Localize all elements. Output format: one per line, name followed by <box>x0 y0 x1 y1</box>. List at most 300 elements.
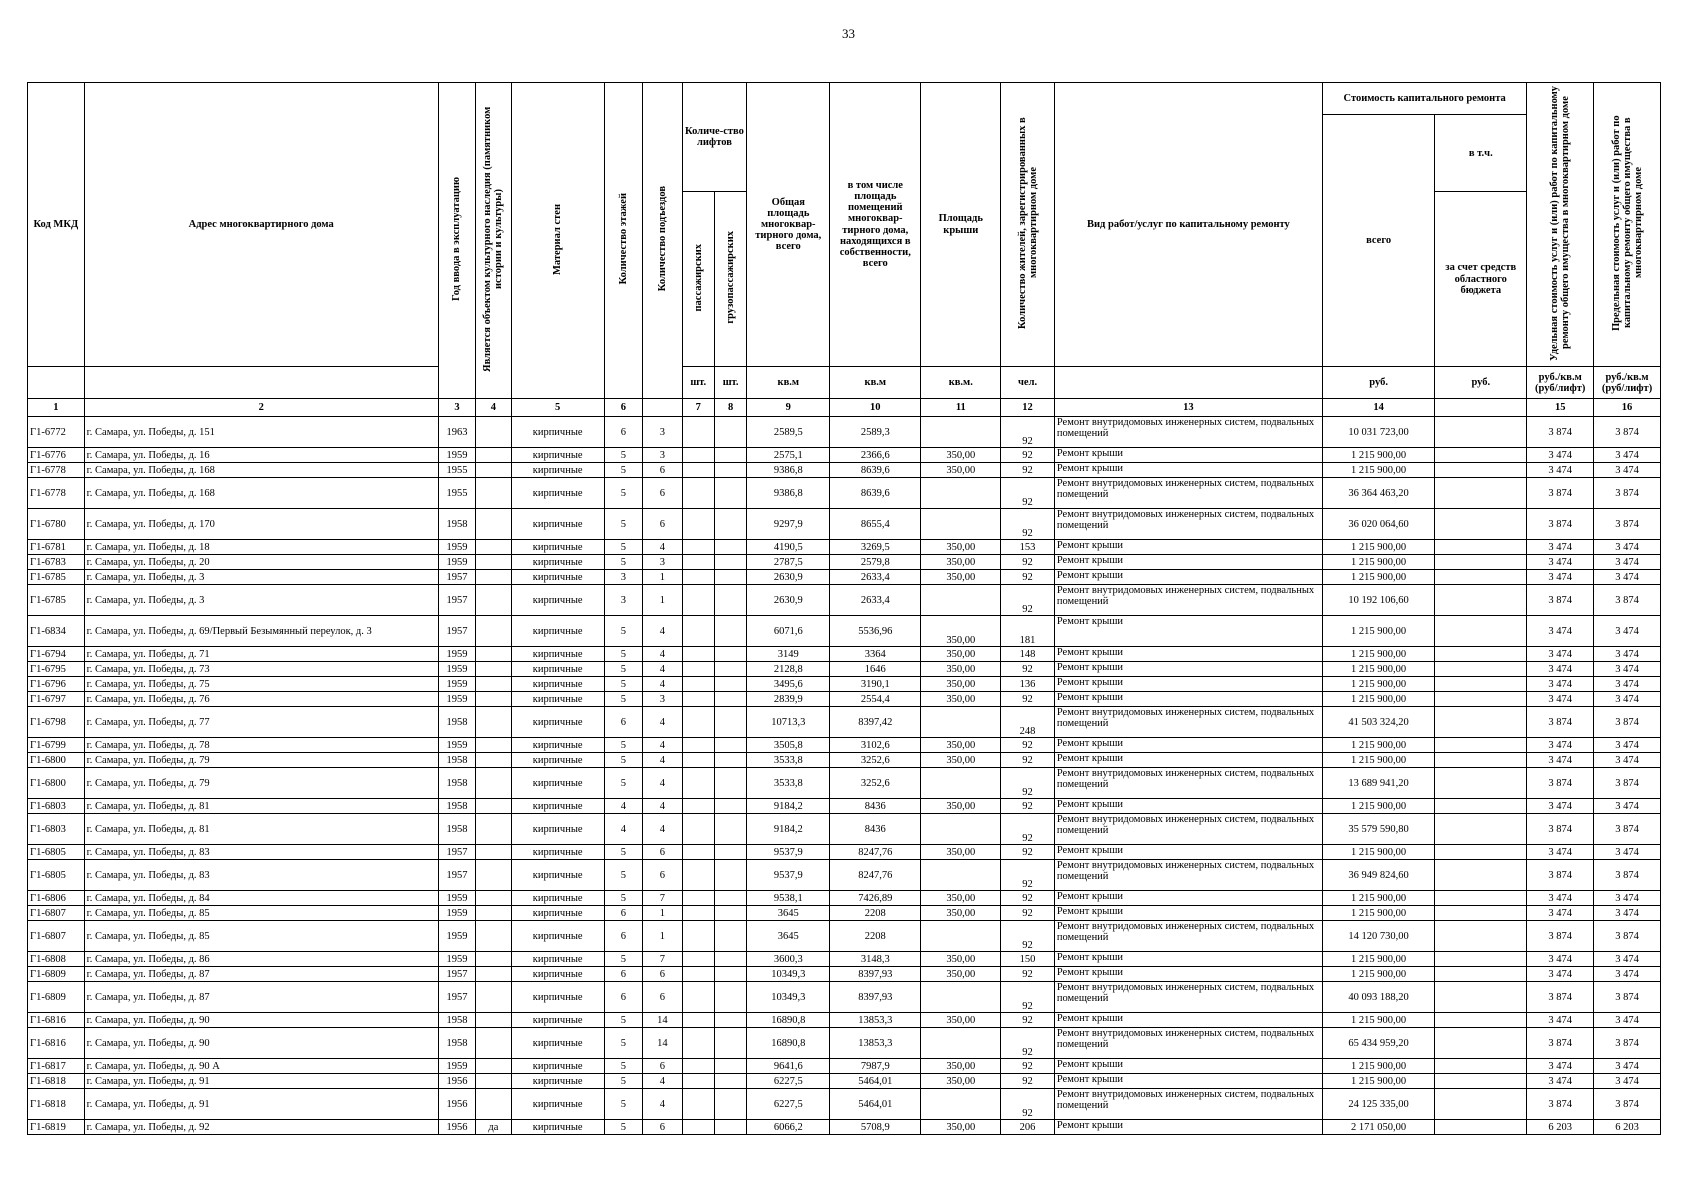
total-area-cell: 3149 <box>747 647 830 662</box>
year-cell: 1958 <box>438 509 475 540</box>
total-area-cell: 3533,8 <box>747 753 830 768</box>
limit-cost-cell: 3 474 <box>1594 448 1661 463</box>
work-type-cell: Ремонт крыши <box>1054 1013 1322 1028</box>
code-cell: Г1-6778 <box>28 463 85 478</box>
residents-cell: 248 <box>1001 707 1055 738</box>
residents-cell: 92 <box>1001 814 1055 845</box>
entrances-cell: 6 <box>643 860 682 891</box>
work-type-cell: Ремонт крыши <box>1054 845 1322 860</box>
unit-cost-cell: 3 474 <box>1527 891 1594 906</box>
column-number <box>1435 399 1527 417</box>
year-cell: 1959 <box>438 540 475 555</box>
cost-total-cell: 14 120 730,00 <box>1322 921 1434 952</box>
roof-area-cell: 350,00 <box>921 1120 1001 1135</box>
wall-material-cell: кирпичные <box>511 1120 604 1135</box>
code-cell: Г1-6780 <box>28 509 85 540</box>
address-cell: г. Самара, ул. Победы, д. 18 <box>84 540 438 555</box>
work-type-cell: Ремонт внутридомовых инженерных систем, подвальных помещений <box>1054 585 1322 616</box>
unit-cost-cell: 3 474 <box>1527 692 1594 707</box>
address-cell: г. Самара, ул. Победы, д. 78 <box>84 738 438 753</box>
wall-material-cell: кирпичные <box>511 860 604 891</box>
lifts-cargo-cell <box>714 1013 746 1028</box>
limit-cost-cell: 3 474 <box>1594 952 1661 967</box>
heritage-cell: да <box>476 1120 511 1135</box>
cost-regional-cell <box>1435 540 1527 555</box>
address-cell: г. Самара, ул. Победы, д. 73 <box>84 662 438 677</box>
owned-area-cell: 8397,93 <box>830 982 921 1013</box>
code-cell: Г1-6778 <box>28 478 85 509</box>
heritage-cell <box>476 417 511 448</box>
header-total-area: Общая площадь многоквар-тирного дома, всего <box>747 83 830 367</box>
code-cell: Г1-6798 <box>28 707 85 738</box>
entrances-cell: 4 <box>643 647 682 662</box>
code-cell: Г1-6818 <box>28 1074 85 1089</box>
floors-cell: 5 <box>604 478 642 509</box>
lifts-cargo-cell <box>714 585 746 616</box>
work-type-cell: Ремонт крыши <box>1054 1120 1322 1135</box>
table-row <box>28 845 1661 860</box>
residents-cell: 206 <box>1001 1120 1055 1135</box>
wall-material-cell: кирпичные <box>511 768 604 799</box>
entrances-cell: 4 <box>643 814 682 845</box>
lifts-passenger-cell <box>682 707 714 738</box>
owned-area-cell: 2579,8 <box>830 555 921 570</box>
year-cell: 1955 <box>438 478 475 509</box>
code-cell: Г1-6803 <box>28 814 85 845</box>
roof-area-cell: 350,00 <box>921 463 1001 478</box>
roof-area-cell <box>921 982 1001 1013</box>
cost-regional-cell <box>1435 585 1527 616</box>
entrances-cell: 4 <box>643 616 682 647</box>
year-cell: 1959 <box>438 448 475 463</box>
total-area-cell: 9386,8 <box>747 463 830 478</box>
table-row <box>28 463 1661 478</box>
year-cell: 1957 <box>438 845 475 860</box>
work-type-cell: Ремонт крыши <box>1054 463 1322 478</box>
address-cell: г. Самара, ул. Победы, д. 86 <box>84 952 438 967</box>
lifts-passenger-cell <box>682 906 714 921</box>
wall-material-cell: кирпичные <box>511 1028 604 1059</box>
cost-regional-cell <box>1435 707 1527 738</box>
table-row <box>28 509 1661 540</box>
floors-cell: 5 <box>604 1028 642 1059</box>
unit-cost-cell: 3 474 <box>1527 448 1594 463</box>
limit-cost-cell: 3 874 <box>1594 982 1661 1013</box>
limit-cost-cell: 3 474 <box>1594 555 1661 570</box>
lifts-passenger-cell <box>682 814 714 845</box>
residents-cell: 92 <box>1001 662 1055 677</box>
table-row <box>28 570 1661 585</box>
heritage-cell <box>476 952 511 967</box>
address-cell: г. Самара, ул. Победы, д. 75 <box>84 677 438 692</box>
entrances-cell: 3 <box>643 417 682 448</box>
unit-cost-cell: 3 874 <box>1527 509 1594 540</box>
cost-total-cell: 40 093 188,20 <box>1322 982 1434 1013</box>
column-number: 10 <box>830 399 921 417</box>
owned-area-cell: 3102,6 <box>830 738 921 753</box>
column-number: 15 <box>1527 399 1594 417</box>
residents-cell: 92 <box>1001 570 1055 585</box>
code-cell: Г1-6816 <box>28 1028 85 1059</box>
owned-area-cell: 5536,96 <box>830 616 921 647</box>
residents-cell: 92 <box>1001 891 1055 906</box>
limit-cost-cell: 3 474 <box>1594 845 1661 860</box>
lifts-passenger-cell <box>682 799 714 814</box>
total-area-cell: 2839,9 <box>747 692 830 707</box>
cost-total-cell: 35 579 590,80 <box>1322 814 1434 845</box>
owned-area-cell: 8655,4 <box>830 509 921 540</box>
lifts-cargo-cell <box>714 1120 746 1135</box>
lifts-cargo-cell <box>714 982 746 1013</box>
roof-area-cell: 350,00 <box>921 906 1001 921</box>
lifts-cargo-cell <box>714 677 746 692</box>
header-residents-text: Количество жителей, зарегистрированных в многоквартирном доме <box>1016 117 1039 329</box>
roof-area-cell: 350,00 <box>921 967 1001 982</box>
lifts-cargo-cell <box>714 707 746 738</box>
limit-cost-cell: 3 474 <box>1594 799 1661 814</box>
total-area-cell: 16890,8 <box>747 1013 830 1028</box>
lifts-passenger-cell <box>682 662 714 677</box>
column-number: 5 <box>511 399 604 417</box>
heritage-cell <box>476 448 511 463</box>
cost-total-cell: 36 364 463,20 <box>1322 478 1434 509</box>
total-area-cell: 10349,3 <box>747 967 830 982</box>
cost-regional-cell <box>1435 860 1527 891</box>
code-cell: Г1-6796 <box>28 677 85 692</box>
owned-area-cell: 2208 <box>830 906 921 921</box>
code-cell: Г1-6776 <box>28 448 85 463</box>
total-area-cell: 6227,5 <box>747 1089 830 1120</box>
unit-unit-cost: руб./кв.м (руб/лифт) <box>1527 367 1594 399</box>
cost-total-cell: 1 215 900,00 <box>1322 448 1434 463</box>
column-number: 12 <box>1001 399 1055 417</box>
wall-material-cell: кирпичные <box>511 1074 604 1089</box>
header-entrances <box>643 83 682 399</box>
owned-area-cell: 7987,9 <box>830 1059 921 1074</box>
lifts-passenger-cell <box>682 1120 714 1135</box>
roof-area-cell: 350,00 <box>921 448 1001 463</box>
address-cell: г. Самара, ул. Победы, д. 77 <box>84 707 438 738</box>
owned-area-cell: 3252,6 <box>830 753 921 768</box>
floors-cell: 5 <box>604 555 642 570</box>
total-area-cell: 9386,8 <box>747 478 830 509</box>
lifts-cargo-cell <box>714 845 746 860</box>
limit-cost-cell: 3 874 <box>1594 478 1661 509</box>
heritage-cell <box>476 585 511 616</box>
heritage-cell <box>476 753 511 768</box>
wall-material-cell: кирпичные <box>511 647 604 662</box>
lifts-cargo-cell <box>714 753 746 768</box>
lifts-passenger-cell <box>682 738 714 753</box>
cost-regional-cell <box>1435 692 1527 707</box>
heritage-cell <box>476 1074 511 1089</box>
residents-cell: 92 <box>1001 478 1055 509</box>
unit-cost-cell: 3 874 <box>1527 921 1594 952</box>
roof-area-cell: 350,00 <box>921 799 1001 814</box>
lifts-passenger-cell <box>682 616 714 647</box>
cost-regional-cell <box>1435 448 1527 463</box>
capital-repair-table <box>27 82 1661 1135</box>
cost-total-cell: 1 215 900,00 <box>1322 967 1434 982</box>
unit-total-area: кв.м <box>747 367 830 399</box>
total-area-cell: 2630,9 <box>747 570 830 585</box>
total-area-cell: 6071,6 <box>747 616 830 647</box>
lifts-passenger-cell <box>682 1013 714 1028</box>
header-entrances-text: Количество подъездов <box>656 186 668 292</box>
entrances-cell: 3 <box>643 448 682 463</box>
roof-area-cell <box>921 860 1001 891</box>
header-lifts: Количе-ство лифтов <box>682 83 747 192</box>
work-type-cell: Ремонт крыши <box>1054 570 1322 585</box>
residents-cell: 148 <box>1001 647 1055 662</box>
floors-cell: 5 <box>604 1089 642 1120</box>
entrances-cell: 7 <box>643 952 682 967</box>
unit-cost-cell: 3 474 <box>1527 952 1594 967</box>
address-cell: г. Самара, ул. Победы, д. 79 <box>84 753 438 768</box>
unit-cost-cell: 3 874 <box>1527 982 1594 1013</box>
roof-area-cell: 350,00 <box>921 540 1001 555</box>
lifts-passenger-cell <box>682 952 714 967</box>
floors-cell: 5 <box>604 952 642 967</box>
residents-cell: 92 <box>1001 753 1055 768</box>
table-row <box>28 952 1661 967</box>
table-row <box>28 692 1661 707</box>
floors-cell: 5 <box>604 647 642 662</box>
roof-area-cell: 350,00 <box>921 647 1001 662</box>
owned-area-cell: 3364 <box>830 647 921 662</box>
table-row <box>28 967 1661 982</box>
entrances-cell: 6 <box>643 1059 682 1074</box>
column-number: 6 <box>604 399 642 417</box>
lifts-cargo-cell <box>714 799 746 814</box>
address-cell: г. Самара, ул. Победы, д. 85 <box>84 921 438 952</box>
table-row <box>28 478 1661 509</box>
unit-cost-cell: 3 474 <box>1527 906 1594 921</box>
residents-cell: 92 <box>1001 906 1055 921</box>
year-cell: 1957 <box>438 585 475 616</box>
wall-material-cell: кирпичные <box>511 478 604 509</box>
lifts-passenger-cell <box>682 768 714 799</box>
owned-area-cell: 2633,4 <box>830 570 921 585</box>
cost-total-cell: 2 171 050,00 <box>1322 1120 1434 1135</box>
wall-material-cell: кирпичные <box>511 1013 604 1028</box>
year-cell: 1959 <box>438 906 475 921</box>
lifts-passenger-cell <box>682 677 714 692</box>
floors-cell: 5 <box>604 692 642 707</box>
floors-cell: 5 <box>604 768 642 799</box>
floors-cell: 5 <box>604 616 642 647</box>
floors-cell: 6 <box>604 417 642 448</box>
owned-area-cell: 3269,5 <box>830 540 921 555</box>
limit-cost-cell: 3 874 <box>1594 814 1661 845</box>
address-cell: г. Самара, ул. Победы, д. 84 <box>84 891 438 906</box>
lifts-cargo-cell <box>714 540 746 555</box>
total-area-cell: 9184,2 <box>747 814 830 845</box>
cost-regional-cell <box>1435 1089 1527 1120</box>
limit-cost-cell: 3 474 <box>1594 738 1661 753</box>
limit-cost-cell: 3 474 <box>1594 967 1661 982</box>
entrances-cell: 1 <box>643 906 682 921</box>
entrances-cell: 7 <box>643 891 682 906</box>
total-area-cell: 16890,8 <box>747 1028 830 1059</box>
lifts-cargo-cell <box>714 860 746 891</box>
unit-cost-cell: 3 474 <box>1527 1074 1594 1089</box>
header-lifts-cargo <box>714 192 746 367</box>
owned-area-cell: 8436 <box>830 799 921 814</box>
cost-total-cell: 1 215 900,00 <box>1322 570 1434 585</box>
floors-cell: 5 <box>604 448 642 463</box>
heritage-cell <box>476 982 511 1013</box>
cost-regional-cell <box>1435 1074 1527 1089</box>
wall-material-cell: кирпичные <box>511 463 604 478</box>
lifts-passenger-cell <box>682 463 714 478</box>
code-cell: Г1-6809 <box>28 982 85 1013</box>
code-cell: Г1-6834 <box>28 616 85 647</box>
heritage-cell <box>476 707 511 738</box>
limit-cost-cell: 3 874 <box>1594 585 1661 616</box>
cost-total-cell: 1 215 900,00 <box>1322 647 1434 662</box>
entrances-cell: 4 <box>643 799 682 814</box>
header-roof-area: Площадь крыши <box>921 83 1001 367</box>
roof-area-cell <box>921 585 1001 616</box>
year-cell: 1956 <box>438 1120 475 1135</box>
unit-empty <box>28 367 85 399</box>
lifts-cargo-cell <box>714 1089 746 1120</box>
lifts-passenger-cell <box>682 540 714 555</box>
limit-cost-cell: 3 474 <box>1594 1059 1661 1074</box>
heritage-cell <box>476 478 511 509</box>
header-unit-cost <box>1527 83 1594 367</box>
year-cell: 1956 <box>438 1074 475 1089</box>
year-cell: 1958 <box>438 814 475 845</box>
lifts-cargo-cell <box>714 417 746 448</box>
address-cell: г. Самара, ул. Победы, д. 83 <box>84 845 438 860</box>
residents-cell: 92 <box>1001 448 1055 463</box>
header-lifts-passenger <box>682 192 714 367</box>
entrances-cell: 4 <box>643 768 682 799</box>
unit-cost-cell: 3 474 <box>1527 647 1594 662</box>
table-row <box>28 585 1661 616</box>
lifts-passenger-cell <box>682 860 714 891</box>
cost-regional-cell <box>1435 906 1527 921</box>
entrances-cell: 1 <box>643 570 682 585</box>
table-row <box>28 982 1661 1013</box>
unit-roof-area: кв.м. <box>921 367 1001 399</box>
floors-cell: 3 <box>604 585 642 616</box>
residents-cell: 92 <box>1001 555 1055 570</box>
unit-cost-cell: 3 474 <box>1527 463 1594 478</box>
year-cell: 1958 <box>438 768 475 799</box>
residents-cell: 92 <box>1001 799 1055 814</box>
address-cell: г. Самара, ул. Победы, д. 71 <box>84 647 438 662</box>
unit-cost-cell: 3 474 <box>1527 616 1594 647</box>
work-type-cell: Ремонт крыши <box>1054 1074 1322 1089</box>
code-cell: Г1-6797 <box>28 692 85 707</box>
residents-cell: 92 <box>1001 738 1055 753</box>
heritage-cell <box>476 1089 511 1120</box>
work-type-cell: Ремонт внутридомовых инженерных систем, подвальных помещений <box>1054 982 1322 1013</box>
year-cell: 1959 <box>438 921 475 952</box>
header-owned-area: в том числе площадь помещений многоквар-тирного дома, находящихся в собственности, всего <box>830 83 921 367</box>
year-cell: 1959 <box>438 677 475 692</box>
table-row <box>28 738 1661 753</box>
cost-total-cell: 1 215 900,00 <box>1322 1013 1434 1028</box>
roof-area-cell <box>921 1089 1001 1120</box>
code-cell: Г1-6783 <box>28 555 85 570</box>
work-type-cell: Ремонт крыши <box>1054 448 1322 463</box>
cost-total-cell: 1 215 900,00 <box>1322 540 1434 555</box>
floors-cell: 6 <box>604 967 642 982</box>
address-cell: г. Самара, ул. Победы, д. 76 <box>84 692 438 707</box>
address-cell: г. Самара, ул. Победы, д. 79 <box>84 768 438 799</box>
table-row <box>28 448 1661 463</box>
owned-area-cell: 8639,6 <box>830 463 921 478</box>
limit-cost-cell: 3 874 <box>1594 860 1661 891</box>
entrances-cell: 4 <box>643 738 682 753</box>
lifts-cargo-cell <box>714 967 746 982</box>
table-row <box>28 768 1661 799</box>
residents-cell: 181 <box>1001 616 1055 647</box>
code-cell: Г1-6805 <box>28 845 85 860</box>
residents-cell: 92 <box>1001 967 1055 982</box>
work-type-cell: Ремонт внутридомовых инженерных систем, подвальных помещений <box>1054 1089 1322 1120</box>
table-row <box>28 891 1661 906</box>
floors-cell: 5 <box>604 540 642 555</box>
owned-area-cell: 5708,9 <box>830 1120 921 1135</box>
residents-cell: 92 <box>1001 1028 1055 1059</box>
floors-cell: 5 <box>604 753 642 768</box>
heritage-cell <box>476 509 511 540</box>
heritage-cell <box>476 814 511 845</box>
lifts-passenger-cell <box>682 1059 714 1074</box>
header-year-text: Год ввода в эксплуатацию <box>451 176 463 302</box>
cost-total-cell: 65 434 959,20 <box>1322 1028 1434 1059</box>
column-number: 11 <box>921 399 1001 417</box>
lifts-cargo-cell <box>714 952 746 967</box>
limit-cost-cell: 3 874 <box>1594 707 1661 738</box>
code-cell: Г1-6819 <box>28 1120 85 1135</box>
work-type-cell: Ремонт внутридомовых инженерных систем, подвальных помещений <box>1054 1028 1322 1059</box>
lifts-passenger-cell <box>682 845 714 860</box>
residents-cell: 92 <box>1001 1013 1055 1028</box>
entrances-cell: 6 <box>643 967 682 982</box>
lifts-passenger-cell <box>682 1028 714 1059</box>
code-cell: Г1-6795 <box>28 662 85 677</box>
residents-cell: 92 <box>1001 692 1055 707</box>
floors-cell: 5 <box>604 891 642 906</box>
work-type-cell: Ремонт крыши <box>1054 799 1322 814</box>
owned-area-cell: 2366,6 <box>830 448 921 463</box>
floors-cell: 6 <box>604 921 642 952</box>
residents-cell: 92 <box>1001 860 1055 891</box>
residents-cell: 92 <box>1001 982 1055 1013</box>
roof-area-cell <box>921 478 1001 509</box>
lifts-passenger-cell <box>682 891 714 906</box>
table-row <box>28 662 1661 677</box>
entrances-cell: 1 <box>643 585 682 616</box>
work-type-cell: Ремонт крыши <box>1054 967 1322 982</box>
year-cell: 1957 <box>438 616 475 647</box>
column-number: 4 <box>476 399 511 417</box>
table-row <box>28 1120 1661 1135</box>
entrances-cell: 6 <box>643 845 682 860</box>
cost-regional-cell <box>1435 463 1527 478</box>
floors-cell: 5 <box>604 738 642 753</box>
owned-area-cell: 13853,3 <box>830 1013 921 1028</box>
heritage-cell <box>476 570 511 585</box>
unit-residents: чел. <box>1001 367 1055 399</box>
address-cell: г. Самара, ул. Победы, д. 3 <box>84 570 438 585</box>
